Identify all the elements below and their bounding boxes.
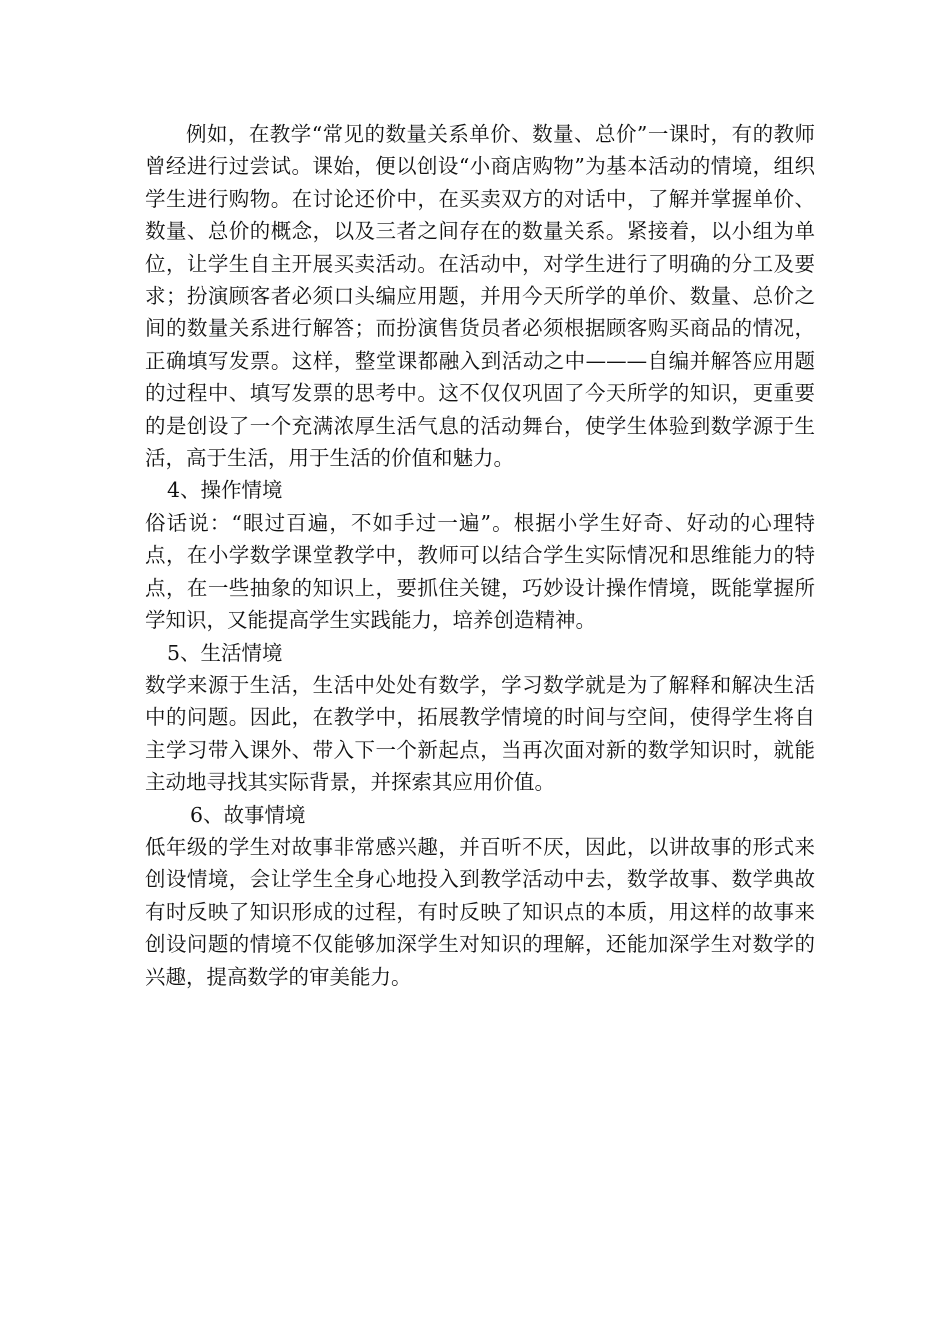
heading-operation-context: 4、操作情境 — [167, 478, 283, 503]
paragraph-operation-context: 俗话说：“眼过百遍，不如手过一遍”。根据小学生好奇、好动的心理特点，在小学数学课堂教学中，教师可以结合学生实际情况和思维能力的特点，在一些抽象的知识上，要抓住关键，巧妙设计操作情境，既能掌握所学知识，又能提高学生实践能力，培养创造精神。 — [145, 510, 815, 633]
document-body — [145, 118, 815, 993]
paragraph-shopping-example: 例如，在教学“常见的数量关系单价、数量、总价”一课时，有的教师曾经进行过尝试。课始，便以创设“小商店购物”为基本活动的情境，组织学生进行购物。在讨论还价中，在买卖双方的对话中，了解并掌握单价、数量、总价的概念，以及三者之间存在的数量关系。紧接着，以小组为单位，让学生自主开展买卖活动。在活动中，对学生进行了明确的分工及要求；扮演顾客者必须口头编应用题，并用今天所学的单价、数量、总价之间的数量关系进行解答；而扮演售货员者必须根据顾客购买商品的情况，正确填写发票。这样，整堂课都融入到活动之中———自编并解答应用题的过程中、填写发票的思考中。这不仅仅巩固了今天所学的知识，更重要的是创设了一个充满浓厚生活气息的活动舞台，使学生体验到数学源于生活，高于生活，用于生活的价值和魅力。 — [145, 122, 815, 471]
paragraph-story-context: 低年级的学生对故事非常感兴趣，并百听不厌，因此，以讲故事的形式来创设情境，会让学生全身心地投入到教学活动中去，数学故事、数学典故有时反映了知识形成的过程，有时反映了知识点的本质，用这样的故事来创设问题的情境不仅能够加深学生对知识的理解，还能加深学生对数学的兴趣，提高数学的审美能力。 — [145, 834, 815, 989]
heading-story-context: 6、故事情境 — [190, 802, 306, 827]
heading-life-context: 5、生活情境 — [167, 640, 283, 665]
paragraph-life-context: 数学来源于生活，生活中处处有数学，学习数学就是为了解释和解决生活中的问题。因此，在教学中，拓展教学情境的时间与空间，使得学生将自主学习带入课外、带入下一个新起点，当再次面对新的数学知识时，就能主动地寻找其实际背景，并探索其应用价值。 — [145, 672, 815, 795]
